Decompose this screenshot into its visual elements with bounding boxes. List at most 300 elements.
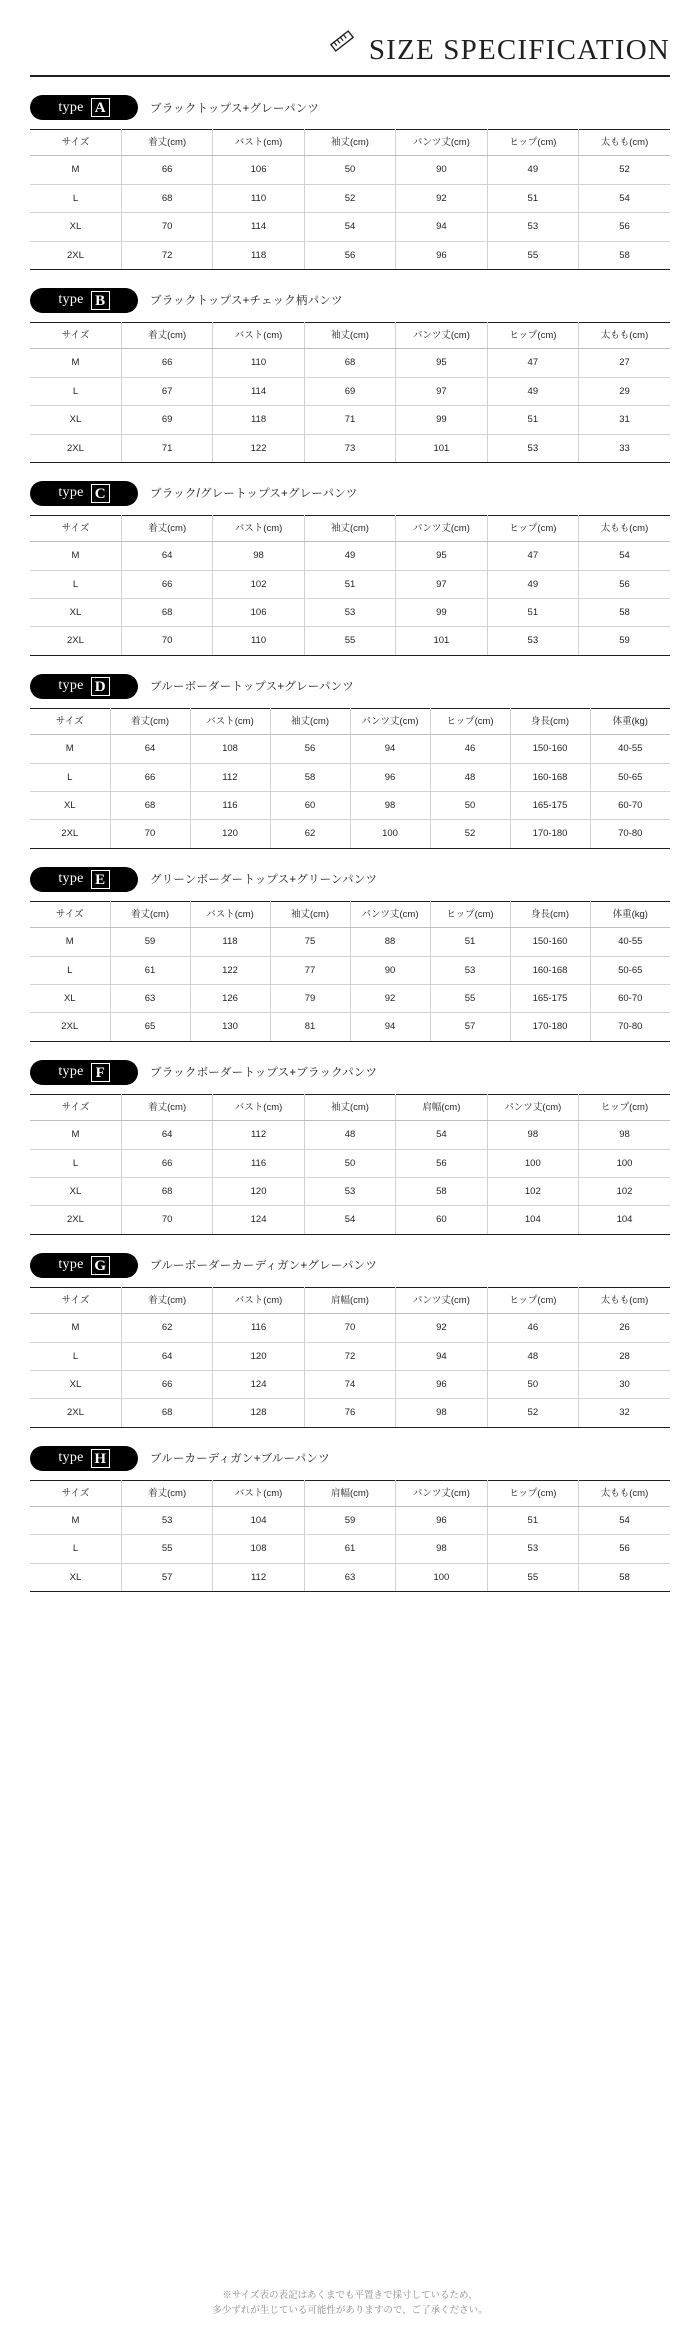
measure-cell: 150-160 [510, 928, 590, 956]
table-row [30, 763, 670, 791]
size-cell: M [30, 928, 110, 956]
column-header: バスト(cm) [213, 515, 304, 541]
measure-cell: 54 [579, 542, 670, 570]
measure-cell: 59 [579, 627, 670, 655]
measure-cell: 100 [487, 1149, 578, 1177]
table-row [30, 570, 670, 598]
measure-cell: 31 [579, 406, 670, 434]
measure-cell: 51 [304, 570, 395, 598]
column-header: バスト(cm) [213, 130, 304, 156]
size-cell: 2XL [30, 241, 121, 269]
table-row [30, 156, 670, 184]
type-header-f [30, 1060, 670, 1085]
measure-cell: 57 [121, 1563, 212, 1591]
measure-cell: 48 [430, 763, 510, 791]
measure-cell: 106 [213, 599, 304, 627]
type-blocks [30, 95, 670, 1592]
size-cell: M [30, 1507, 121, 1535]
size-cell: 2XL [30, 434, 121, 462]
measure-cell: 50 [304, 156, 395, 184]
type-description: グリーンボーダートップス+グリーンパンツ [150, 874, 378, 887]
table-row [30, 213, 670, 241]
table-header-row [30, 515, 670, 541]
size-cell: 2XL [30, 820, 110, 848]
measure-cell: 59 [304, 1507, 395, 1535]
measure-cell: 33 [579, 434, 670, 462]
size-cell: L [30, 763, 110, 791]
measure-cell: 65 [110, 1013, 190, 1041]
table-row [30, 928, 670, 956]
table-row [30, 1370, 670, 1398]
table-row [30, 1013, 670, 1041]
type-letter: G [91, 1256, 110, 1275]
type-letter: H [91, 1449, 110, 1468]
measure-cell: 54 [304, 1206, 395, 1234]
measure-cell: 56 [270, 735, 350, 763]
measure-cell: 49 [487, 570, 578, 598]
type-word: type [58, 99, 84, 115]
column-header: サイズ [30, 1287, 121, 1313]
measure-cell: 53 [304, 1177, 395, 1205]
size-cell: M [30, 542, 121, 570]
type-letter: E [91, 870, 110, 889]
column-header: サイズ [30, 130, 121, 156]
measure-cell: 94 [396, 1342, 487, 1370]
type-word: type [58, 871, 84, 887]
column-header: パンツ丈(cm) [350, 901, 430, 927]
table-row [30, 735, 670, 763]
column-header: ヒップ(cm) [430, 708, 510, 734]
type-block-f [30, 1060, 670, 1235]
measure-cell: 58 [579, 599, 670, 627]
measure-cell: 59 [110, 928, 190, 956]
column-header: 体重(kg) [590, 708, 670, 734]
column-header: ヒップ(cm) [430, 901, 510, 927]
measure-cell: 53 [121, 1507, 212, 1535]
column-header: 肩幅(cm) [396, 1094, 487, 1120]
spec-table-g [30, 1287, 670, 1428]
footer-line-2: 多少ずれが生じている可能性がありますので、ご了承ください。 [212, 2304, 488, 2316]
table-row [30, 1507, 670, 1535]
size-cell: 2XL [30, 1399, 121, 1427]
measure-cell: 150-160 [510, 735, 590, 763]
column-header: 袖丈(cm) [304, 1094, 395, 1120]
table-row [30, 434, 670, 462]
measure-cell: 55 [304, 627, 395, 655]
measure-cell: 62 [121, 1314, 212, 1342]
size-cell: XL [30, 1370, 121, 1398]
column-header: 肩幅(cm) [304, 1287, 395, 1313]
measure-cell: 56 [304, 241, 395, 269]
table-row [30, 1342, 670, 1370]
type-description: ブルーボーダートップス+グレーパンツ [150, 681, 354, 694]
measure-cell: 58 [270, 763, 350, 791]
column-header: 袖丈(cm) [304, 322, 395, 348]
type-block-c [30, 481, 670, 656]
column-header: 身長(cm) [510, 708, 590, 734]
column-header: バスト(cm) [213, 322, 304, 348]
table-row [30, 627, 670, 655]
measure-cell: 60 [270, 792, 350, 820]
measure-cell: 66 [121, 1149, 212, 1177]
column-header: パンツ丈(cm) [396, 1287, 487, 1313]
measure-cell: 64 [110, 735, 190, 763]
type-block-d [30, 674, 670, 849]
spec-table-h [30, 1480, 670, 1593]
table-row [30, 542, 670, 570]
column-header: 着丈(cm) [121, 515, 212, 541]
type-header-e [30, 867, 670, 892]
spec-table-f [30, 1094, 670, 1235]
measure-cell: 102 [579, 1177, 670, 1205]
column-header: 着丈(cm) [110, 708, 190, 734]
column-header: バスト(cm) [190, 708, 270, 734]
type-block-h [30, 1446, 670, 1593]
size-cell: L [30, 1535, 121, 1563]
measure-cell: 72 [121, 241, 212, 269]
measure-cell: 92 [396, 184, 487, 212]
size-cell: XL [30, 213, 121, 241]
table-row [30, 1314, 670, 1342]
type-word: type [58, 292, 84, 308]
measure-cell: 118 [190, 928, 270, 956]
measure-cell: 68 [121, 1177, 212, 1205]
size-cell: 2XL [30, 627, 121, 655]
column-header: バスト(cm) [190, 901, 270, 927]
measure-cell: 94 [396, 213, 487, 241]
measure-cell: 92 [350, 984, 430, 1012]
measure-cell: 40-55 [590, 928, 670, 956]
type-letter: B [91, 291, 110, 310]
measure-cell: 30 [579, 1370, 670, 1398]
table-header-row [30, 1480, 670, 1506]
type-letter: C [91, 484, 110, 503]
measure-cell: 52 [304, 184, 395, 212]
measure-cell: 60-70 [590, 792, 670, 820]
measure-cell: 160-168 [510, 763, 590, 791]
size-cell: M [30, 349, 121, 377]
measure-cell: 47 [487, 349, 578, 377]
table-row [30, 599, 670, 627]
type-letter: A [91, 98, 110, 117]
table-row [30, 1535, 670, 1563]
measure-cell: 160-168 [510, 956, 590, 984]
measure-cell: 66 [121, 1370, 212, 1398]
measure-cell: 100 [350, 820, 430, 848]
type-header-a [30, 95, 670, 120]
column-header: バスト(cm) [213, 1480, 304, 1506]
measure-cell: 61 [110, 956, 190, 984]
column-header: サイズ [30, 1094, 121, 1120]
table-row [30, 1563, 670, 1591]
column-header: パンツ丈(cm) [396, 1480, 487, 1506]
column-header: ヒップ(cm) [487, 1480, 578, 1506]
type-letter: F [91, 1063, 110, 1082]
measure-cell: 53 [487, 213, 578, 241]
measure-cell: 67 [121, 377, 212, 405]
page-title: SIZE SPECIFICATION [368, 34, 670, 66]
type-badge-b [30, 288, 138, 313]
column-header: ヒップ(cm) [579, 1094, 670, 1120]
size-cell: 2XL [30, 1206, 121, 1234]
measure-cell: 98 [579, 1121, 670, 1149]
measure-cell: 120 [213, 1177, 304, 1205]
measure-cell: 100 [579, 1149, 670, 1177]
measure-cell: 47 [487, 542, 578, 570]
type-description: ブラックトップス+チェック柄パンツ [150, 295, 343, 308]
page-header [30, 0, 670, 77]
measure-cell: 70 [121, 627, 212, 655]
measure-cell: 68 [304, 349, 395, 377]
table-row [30, 377, 670, 405]
type-letter: D [91, 677, 110, 696]
measure-cell: 120 [190, 820, 270, 848]
measure-cell: 56 [579, 570, 670, 598]
size-cell: XL [30, 1563, 121, 1591]
measure-cell: 49 [487, 156, 578, 184]
measure-cell: 170-180 [510, 1013, 590, 1041]
measure-cell: 55 [430, 984, 510, 1012]
measure-cell: 81 [270, 1013, 350, 1041]
measure-cell: 71 [121, 434, 212, 462]
measure-cell: 46 [487, 1314, 578, 1342]
measure-cell: 108 [190, 735, 270, 763]
type-header-h [30, 1446, 670, 1471]
size-cell: L [30, 570, 121, 598]
size-cell: L [30, 1149, 121, 1177]
measure-cell: 53 [487, 434, 578, 462]
measure-cell: 116 [190, 792, 270, 820]
measure-cell: 50 [487, 1370, 578, 1398]
measure-cell: 52 [430, 820, 510, 848]
type-header-b [30, 288, 670, 313]
column-header: 袖丈(cm) [304, 515, 395, 541]
measure-cell: 124 [213, 1206, 304, 1234]
size-cell: M [30, 735, 110, 763]
spec-table-c [30, 515, 670, 656]
measure-cell: 104 [487, 1206, 578, 1234]
measure-cell: 69 [121, 406, 212, 434]
measure-cell: 122 [190, 956, 270, 984]
measure-cell: 32 [579, 1399, 670, 1427]
spec-table-b [30, 322, 670, 463]
column-header: 太もも(cm) [579, 130, 670, 156]
column-header: バスト(cm) [213, 1094, 304, 1120]
column-header: 太もも(cm) [579, 1287, 670, 1313]
column-header: 着丈(cm) [121, 322, 212, 348]
measure-cell: 54 [396, 1121, 487, 1149]
measure-cell: 100 [396, 1563, 487, 1591]
measure-cell: 70-80 [590, 1013, 670, 1041]
measure-cell: 70 [121, 1206, 212, 1234]
size-cell: L [30, 184, 121, 212]
size-cell: M [30, 1121, 121, 1149]
type-description: ブルーカーディガン+ブルーパンツ [150, 1453, 330, 1466]
table-header-row [30, 130, 670, 156]
size-cell: L [30, 377, 121, 405]
column-header: サイズ [30, 322, 121, 348]
column-header: サイズ [30, 901, 110, 927]
measure-cell: 68 [121, 1399, 212, 1427]
measure-cell: 54 [579, 184, 670, 212]
measure-cell: 51 [487, 599, 578, 627]
measure-cell: 52 [579, 156, 670, 184]
measure-cell: 101 [396, 434, 487, 462]
measure-cell: 55 [487, 241, 578, 269]
column-header: ヒップ(cm) [487, 130, 578, 156]
table-row [30, 956, 670, 984]
size-cell: L [30, 956, 110, 984]
column-header: パンツ丈(cm) [396, 130, 487, 156]
measure-cell: 95 [396, 349, 487, 377]
measure-cell: 112 [213, 1563, 304, 1591]
measure-cell: 62 [270, 820, 350, 848]
measure-cell: 51 [487, 1507, 578, 1535]
column-header: ヒップ(cm) [487, 515, 578, 541]
measure-cell: 128 [213, 1399, 304, 1427]
measure-cell: 48 [487, 1342, 578, 1370]
measure-cell: 58 [579, 1563, 670, 1591]
measure-cell: 69 [304, 377, 395, 405]
measure-cell: 94 [350, 735, 430, 763]
measure-cell: 90 [396, 156, 487, 184]
column-header: 着丈(cm) [121, 1480, 212, 1506]
measure-cell: 126 [190, 984, 270, 1012]
measure-cell: 70 [121, 213, 212, 241]
measure-cell: 71 [304, 406, 395, 434]
table-row [30, 1206, 670, 1234]
measure-cell: 106 [213, 156, 304, 184]
column-header: ヒップ(cm) [487, 1287, 578, 1313]
measure-cell: 40-55 [590, 735, 670, 763]
measure-cell: 108 [213, 1535, 304, 1563]
column-header: 太もも(cm) [579, 1480, 670, 1506]
measure-cell: 58 [396, 1177, 487, 1205]
table-row [30, 349, 670, 377]
measure-cell: 70 [304, 1314, 395, 1342]
column-header: サイズ [30, 1480, 121, 1506]
type-word: type [58, 678, 84, 694]
measure-cell: 97 [396, 570, 487, 598]
measure-cell: 79 [270, 984, 350, 1012]
table-row [30, 184, 670, 212]
measure-cell: 110 [213, 627, 304, 655]
measure-cell: 53 [304, 599, 395, 627]
measure-cell: 118 [213, 241, 304, 269]
type-block-b [30, 288, 670, 463]
table-row [30, 1149, 670, 1177]
size-cell: L [30, 1342, 121, 1370]
column-header: バスト(cm) [213, 1287, 304, 1313]
footer-line-1: ※サイズ表の表記はあくまでも平置きで採寸しているため、 [222, 2289, 478, 2301]
column-header: 太もも(cm) [579, 515, 670, 541]
measure-cell: 64 [121, 1121, 212, 1149]
measure-cell: 73 [304, 434, 395, 462]
measure-cell: 66 [121, 349, 212, 377]
table-row [30, 1177, 670, 1205]
type-block-a [30, 95, 670, 270]
measure-cell: 116 [213, 1149, 304, 1177]
measure-cell: 48 [304, 1121, 395, 1149]
measure-cell: 95 [396, 542, 487, 570]
type-description: ブラックトップス+グレーパンツ [150, 102, 320, 115]
measure-cell: 60-70 [590, 984, 670, 1012]
measure-cell: 104 [213, 1507, 304, 1535]
measure-cell: 26 [579, 1314, 670, 1342]
measure-cell: 98 [213, 542, 304, 570]
type-badge-g [30, 1253, 138, 1278]
type-badge-e [30, 867, 138, 892]
measure-cell: 122 [213, 434, 304, 462]
measure-cell: 120 [213, 1342, 304, 1370]
measure-cell: 99 [396, 406, 487, 434]
measure-cell: 58 [579, 241, 670, 269]
measure-cell: 94 [350, 1013, 430, 1041]
size-cell: 2XL [30, 1013, 110, 1041]
spec-table-e [30, 901, 670, 1042]
size-cell: XL [30, 406, 121, 434]
footer-note [0, 2288, 700, 2318]
measure-cell: 88 [350, 928, 430, 956]
type-badge-h [30, 1446, 138, 1471]
measure-cell: 97 [396, 377, 487, 405]
table-row [30, 241, 670, 269]
measure-cell: 130 [190, 1013, 270, 1041]
measure-cell: 68 [110, 792, 190, 820]
type-header-c [30, 481, 670, 506]
measure-cell: 49 [487, 377, 578, 405]
column-header: パンツ丈(cm) [487, 1094, 578, 1120]
type-badge-c [30, 481, 138, 506]
table-header-row [30, 708, 670, 734]
column-header: 太もも(cm) [579, 322, 670, 348]
measure-cell: 118 [213, 406, 304, 434]
type-badge-d [30, 674, 138, 699]
measure-cell: 68 [121, 184, 212, 212]
measure-cell: 102 [213, 570, 304, 598]
column-header: パンツ丈(cm) [350, 708, 430, 734]
spec-table-d [30, 708, 670, 849]
table-row [30, 792, 670, 820]
column-header: 袖丈(cm) [270, 901, 350, 927]
measure-cell: 66 [121, 570, 212, 598]
type-header-d [30, 674, 670, 699]
measure-cell: 53 [430, 956, 510, 984]
type-header-g [30, 1253, 670, 1278]
measure-cell: 46 [430, 735, 510, 763]
type-word: type [58, 1064, 84, 1080]
table-row [30, 820, 670, 848]
table-header-row [30, 322, 670, 348]
measure-cell: 76 [304, 1399, 395, 1427]
measure-cell: 96 [396, 241, 487, 269]
column-header: 袖丈(cm) [304, 130, 395, 156]
ruler-icon [329, 28, 355, 59]
measure-cell: 165-175 [510, 792, 590, 820]
measure-cell: 110 [213, 184, 304, 212]
measure-cell: 114 [213, 377, 304, 405]
measure-cell: 56 [396, 1149, 487, 1177]
column-header: パンツ丈(cm) [396, 515, 487, 541]
measure-cell: 104 [579, 1206, 670, 1234]
measure-cell: 102 [487, 1177, 578, 1205]
measure-cell: 96 [350, 763, 430, 791]
measure-cell: 54 [579, 1507, 670, 1535]
column-header: サイズ [30, 515, 121, 541]
measure-cell: 60 [396, 1206, 487, 1234]
measure-cell: 165-175 [510, 984, 590, 1012]
type-block-e [30, 867, 670, 1042]
